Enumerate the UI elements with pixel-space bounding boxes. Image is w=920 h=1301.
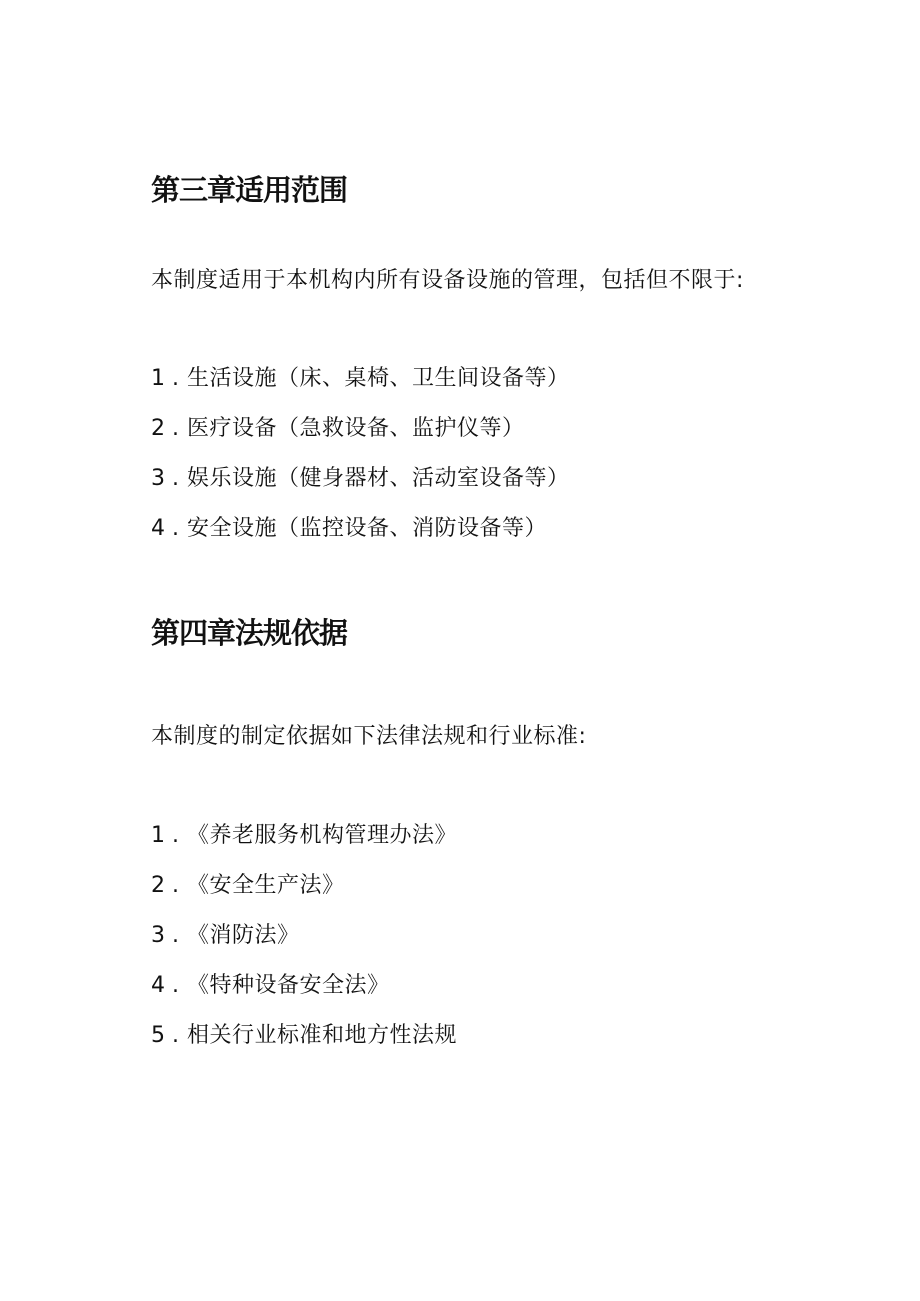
- list-item: [151, 975, 390, 997]
- list-item: [151, 468, 570, 490]
- list-item-text: 《养老服务机构管理办法》: [187, 823, 458, 848]
- chapter-3-intro: 本制度适用于本机构内所有设备设施的管理，包括但不限于:: [151, 268, 744, 293]
- list-item-text: 《特种设备安全法》: [187, 973, 390, 998]
- list-item-text: 相关行业标准和地方性法规: [187, 1023, 458, 1048]
- list-item-number: 3.: [151, 466, 186, 491]
- list-item: [151, 875, 345, 897]
- list-item-text: 医疗设备（急救设备、监护仪等）: [187, 416, 525, 441]
- list-item-number: 2.: [151, 873, 186, 898]
- list-item: [151, 418, 525, 440]
- list-item: [151, 825, 457, 847]
- list-item-number: 4.: [151, 516, 186, 541]
- list-item-text: 《消防法》: [187, 923, 300, 948]
- list-item: [151, 368, 570, 390]
- list-item-number: 3.: [151, 923, 186, 948]
- list-item-text: 《安全生产法》: [187, 873, 345, 898]
- list-item-number: 1.: [151, 823, 186, 848]
- list-item-number: 5.: [151, 1023, 186, 1048]
- chapter-4-heading: 第四章法规依据: [151, 616, 348, 650]
- list-item: [151, 925, 300, 947]
- list-item-text: 生活设施（床、桌椅、卫生间设备等）: [187, 366, 570, 391]
- list-item: [151, 1025, 457, 1047]
- list-item-text: 安全设施（监控设备、消防设备等）: [187, 516, 548, 541]
- chapter-4-intro: 本制度的制定依据如下法律法规和行业标准:: [151, 724, 587, 749]
- list-item-text: 娱乐设施（健身器材、活动室设备等）: [187, 466, 570, 491]
- chapter-3-heading: 第三章适用范围: [151, 173, 348, 207]
- list-item-number: 4.: [151, 973, 186, 998]
- list-item-number: 1.: [151, 366, 186, 391]
- list-item: [151, 518, 547, 540]
- list-item-number: 2.: [151, 416, 186, 441]
